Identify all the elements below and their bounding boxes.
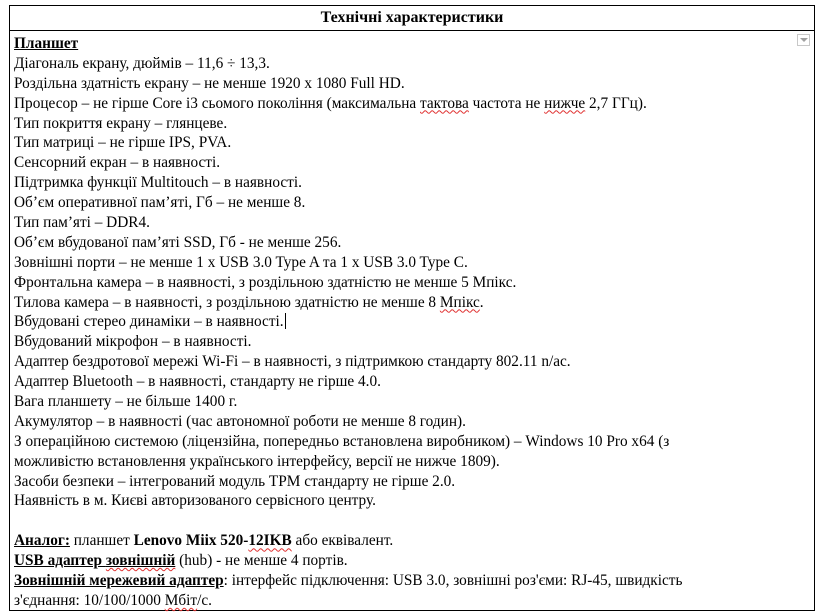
spec-line: Діагональ екрану, дюймів – 11,6 ÷ 13,3. <box>14 54 270 72</box>
spellcheck-word: тактова <box>420 94 469 112</box>
spec-line: Тип покриття екрану – глянцеве. <box>14 114 228 132</box>
section-title: Планшет <box>14 35 79 52</box>
text-cursor <box>285 313 286 329</box>
spec-line: Наявність в м. Києві авторизованого сервісного центру. <box>14 492 376 510</box>
table-body[interactable] <box>10 31 814 611</box>
spec-line: З операційною системою (ліцензійна, попередньо встановлена виробником) – Windows 10 Pro x64 (з <box>14 432 670 450</box>
spellcheck-word: Мбіт <box>164 591 198 609</box>
spec-line: Вбудований мікрофон – в наявності. <box>14 333 252 351</box>
spec-line: Сенсорний екран – в наявності. <box>14 154 221 172</box>
analog-label: Аналог: <box>14 532 70 550</box>
spec-line-cpu: Процесор – не гірше Core i3 сьомого покоління (максимальна тактова частота не нижче 2,7 ГГц). <box>14 94 647 112</box>
spec-line: Фронтальна камера – в наявності, з роздільною здатністю не менше 5 Мпікс. <box>14 273 517 291</box>
spellcheck-word: зовнішній <box>105 552 176 570</box>
spec-line: Тип матриці – не гірше IPS, PVA. <box>14 134 232 152</box>
spec-line: Вага планшету – не більше 1400 г. <box>14 393 238 411</box>
spec-line: Засоби безпеки – інтегрований модуль TPM стандарту не гірше 2.0. <box>14 472 456 490</box>
spec-line: Об’єм вбудованої пам’яті SSD, Гб - не менше 256. <box>14 233 342 251</box>
blank-line <box>14 511 814 531</box>
spec-line: Зовнішні порти – не менше 1 x USB 3.0 Type A та 1 x USB 3.0 Type C. <box>14 253 468 271</box>
spec-line: Тип пам’яті – DDR4. <box>14 214 150 232</box>
spec-table <box>9 5 815 611</box>
usb-label: USB адаптер зовнішній <box>14 552 176 570</box>
spec-line: Акумулятор – в наявності (час автономної роботи не менше 8 годин). <box>14 412 466 430</box>
table-header: Технічні характеристики <box>10 6 814 31</box>
usb-line: USB адаптер зовнішній (hub) - не менше 4 портів. <box>14 552 348 570</box>
spec-line: Адаптер Bluetooth – в наявності, стандарту не гірше 4.0. <box>14 373 381 391</box>
spellcheck-word: 12IKB <box>248 532 292 550</box>
spec-line: Роздільна здатність екрану – не менше 1920 х 1080 Full HD. <box>14 74 405 92</box>
net-line-2: з'єднання: 10/100/1000 Мбіт/с. <box>14 591 212 609</box>
net-label: Зовнішній мережевий адаптер <box>14 572 224 590</box>
analog-model: Lenovo Miix 520-12IKB <box>133 532 292 550</box>
spec-line: можливістю встановлення українського інтерфейсу, версії не нижче 1809). <box>14 452 500 470</box>
chevron-down-icon[interactable] <box>797 34 810 46</box>
spec-line-rear-camera: Тилова камера – в наявності, з роздільною здатністю не менше 8 Мпікс. <box>14 293 484 311</box>
analog-line: Аналог: планшет Lenovo Miix 520-12IKB або еквівалент. <box>14 532 394 550</box>
spec-line: Підтримка функції Multitouch – в наявності. <box>14 174 302 192</box>
spec-line: Об’єм оперативної пам’яті, Гб – не менше 8. <box>14 194 306 212</box>
spellcheck-word: нижче <box>544 94 586 112</box>
spec-line-speakers: Вбудовані стерео динаміки – в наявності. <box>14 313 284 331</box>
spellcheck-word: Мпікс <box>439 293 480 311</box>
spec-line: Адаптер бездротової мережі Wi-Fi – в наявності, з підтримкою стандарту 802.11 n/ac. <box>14 353 571 371</box>
net-line: Зовнішній мережевий адаптер: інтерфейс підключення: USB 3.0, зовнішні роз'єми: RJ-45, швидкість <box>14 572 683 590</box>
